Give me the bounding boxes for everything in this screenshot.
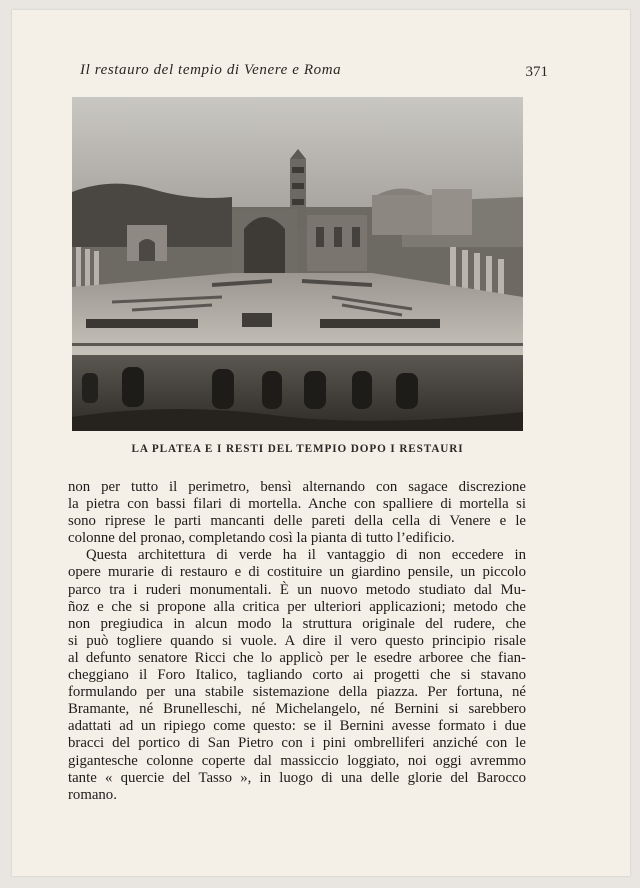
text-line: tante « quercie del Tasso », in luogo di una delle glorie del Barocco xyxy=(68,769,526,786)
text-line: la pietra con bassi filari di mortella. Anche con spalliere di mortella si xyxy=(68,496,526,513)
photograph-temple-platform xyxy=(72,97,523,431)
text-line: gigantesche colonne coperte dal massiccio loggiato, noi oggi avremmo xyxy=(68,752,526,769)
page-number: 371 xyxy=(525,64,548,80)
figure-caption: LA PLATEA E I RESTI DEL TEMPIO DOPO I RESTAURI xyxy=(131,443,464,455)
text-line: cheggiano il Foro Italico, tagliando corto ai progetti che si stavano xyxy=(68,667,526,684)
page-header xyxy=(80,62,548,84)
text-line: al defunto senatore Ricci che lo applicò per le esedre arboree che fian- xyxy=(68,649,526,666)
text-line: Bramante, né Brunelleschi, né Michelangelo, né Bernini si sarebbero xyxy=(68,701,526,718)
text-line: si può togliere quando si vuole. A dire il vero questo principio risale xyxy=(68,632,526,649)
text-line: adattati ad un ripiego come questo: se il Bernini avesse formato i due xyxy=(68,718,526,735)
text-line: romano. xyxy=(68,786,117,803)
text-line: Questa architettura di verde ha il vantaggio di non eccedere in xyxy=(86,547,526,564)
running-title: Il restauro del tempio di Venere e Roma xyxy=(80,62,342,78)
body-text xyxy=(68,479,526,804)
text-line: non pregiudica in alcun modo la struttura originale del rudere, che xyxy=(68,615,526,632)
text-line: formulando per una stabile sistemazione della piazza. Per fortuna, né xyxy=(68,684,526,701)
text-line: non per tutto il perimetro, bensì alternando con sagace discrezione xyxy=(68,479,526,495)
photograph-illustration xyxy=(72,97,523,431)
text-line: bracci del portico di San Pietro con i pini ombrelliferi anziché con le xyxy=(68,735,526,752)
book-page xyxy=(12,10,630,876)
text-line: sono riprese le parti mancanti delle pareti della cella di Venere e le xyxy=(68,513,526,530)
text-line: opere murarie di restauro e di costituire un giardino pensile, un piccolo xyxy=(68,564,526,581)
text-line: parco tra i ruderi monumentali. È un nuovo metodo studiato dal Mu- xyxy=(68,581,526,598)
text-line: ñoz e che si propone alla critica per ulteriori applicazioni; metodo che xyxy=(68,598,526,615)
text-line: colonne del pronao, completando così la pianta di tutto l’edificio. xyxy=(68,530,455,547)
